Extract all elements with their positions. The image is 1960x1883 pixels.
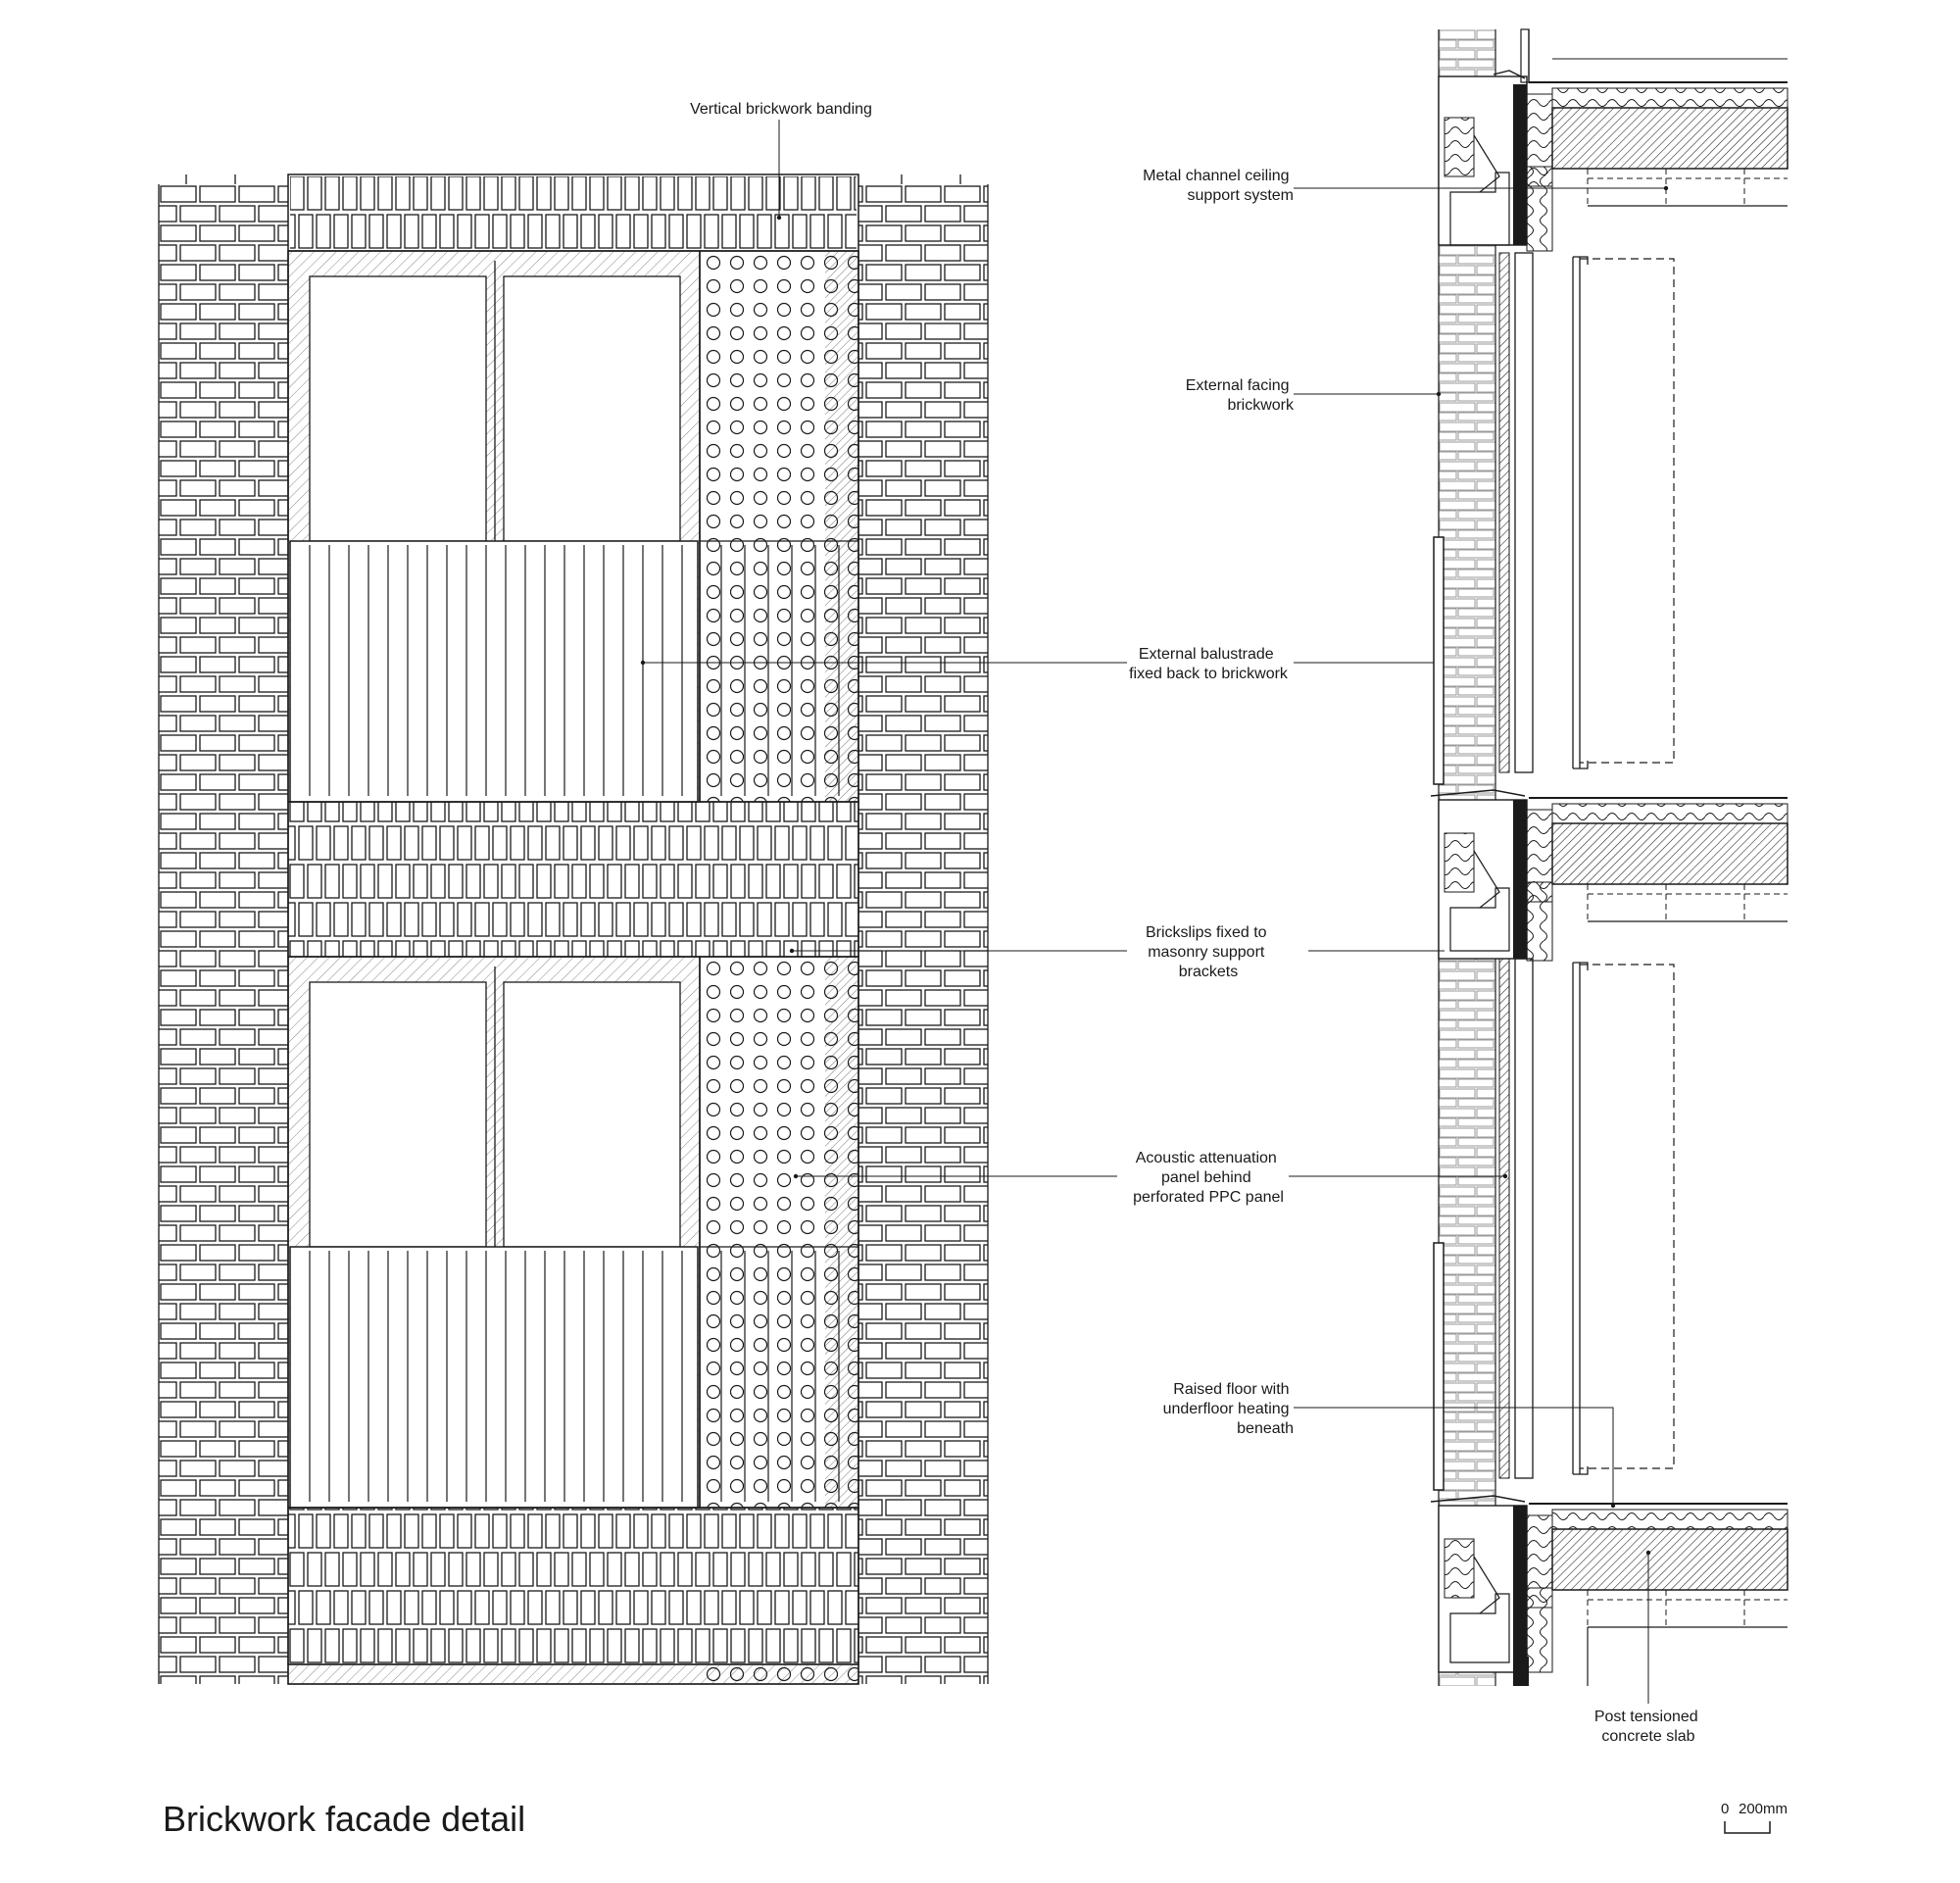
soldier-band-bottom	[288, 1508, 858, 1664]
lower-window-bay	[288, 957, 858, 1508]
annotation-vertical-banding: Vertical brickwork banding	[690, 101, 872, 118]
left-brick-pier	[159, 184, 288, 1684]
drawing-title: Brickwork facade detail	[163, 1799, 526, 1839]
annotation-brickslips: Brickslips fixed to masonry support brackets	[1145, 924, 1267, 980]
lower-window-left-glazing	[310, 982, 486, 1247]
elevation-drawing	[159, 174, 988, 1684]
soldier-band-top	[290, 176, 857, 251]
section-drawing	[1431, 29, 1788, 1686]
upper-window-right-glazing	[504, 276, 680, 541]
annotation-raised-floor: Raised floor with underfloor heating beneath	[1162, 1381, 1294, 1437]
scale-bar-length-label: 200mm	[1739, 1801, 1788, 1817]
scale-bar-zero: 0	[1721, 1801, 1730, 1817]
upper-window-bay	[288, 251, 858, 802]
section-balustrade-lower	[1434, 1243, 1444, 1490]
annotation-balustrade: External balustrade fixed back to brickwork	[1129, 646, 1288, 682]
right-brick-pier	[858, 184, 988, 1684]
annotation-pt-slab: Post tensioned concrete slab	[1593, 1709, 1698, 1745]
lower-window-right-glazing	[504, 982, 680, 1247]
section-floor-zone-3	[1431, 1496, 1788, 1686]
annotation-facing-brickwork: External facing brickwork	[1185, 377, 1294, 414]
section-cavity-lining-upper	[1499, 253, 1509, 772]
section-floor-zone-2	[1431, 790, 1788, 961]
upper-balustrade	[290, 541, 698, 802]
annotation-metal-channel: Metal channel ceiling support system	[1143, 168, 1294, 204]
scale-bar	[1721, 1801, 1788, 1833]
upper-window-left-glazing	[310, 276, 486, 541]
lower-balustrade	[290, 1247, 698, 1508]
soldier-band-middle	[288, 802, 858, 957]
section-balustrade-upper	[1434, 537, 1444, 784]
section-cavity-lining-lower	[1499, 959, 1509, 1478]
annotation-acoustic-panel: Acoustic attenuation panel behind perforated PPC panel	[1133, 1150, 1284, 1206]
